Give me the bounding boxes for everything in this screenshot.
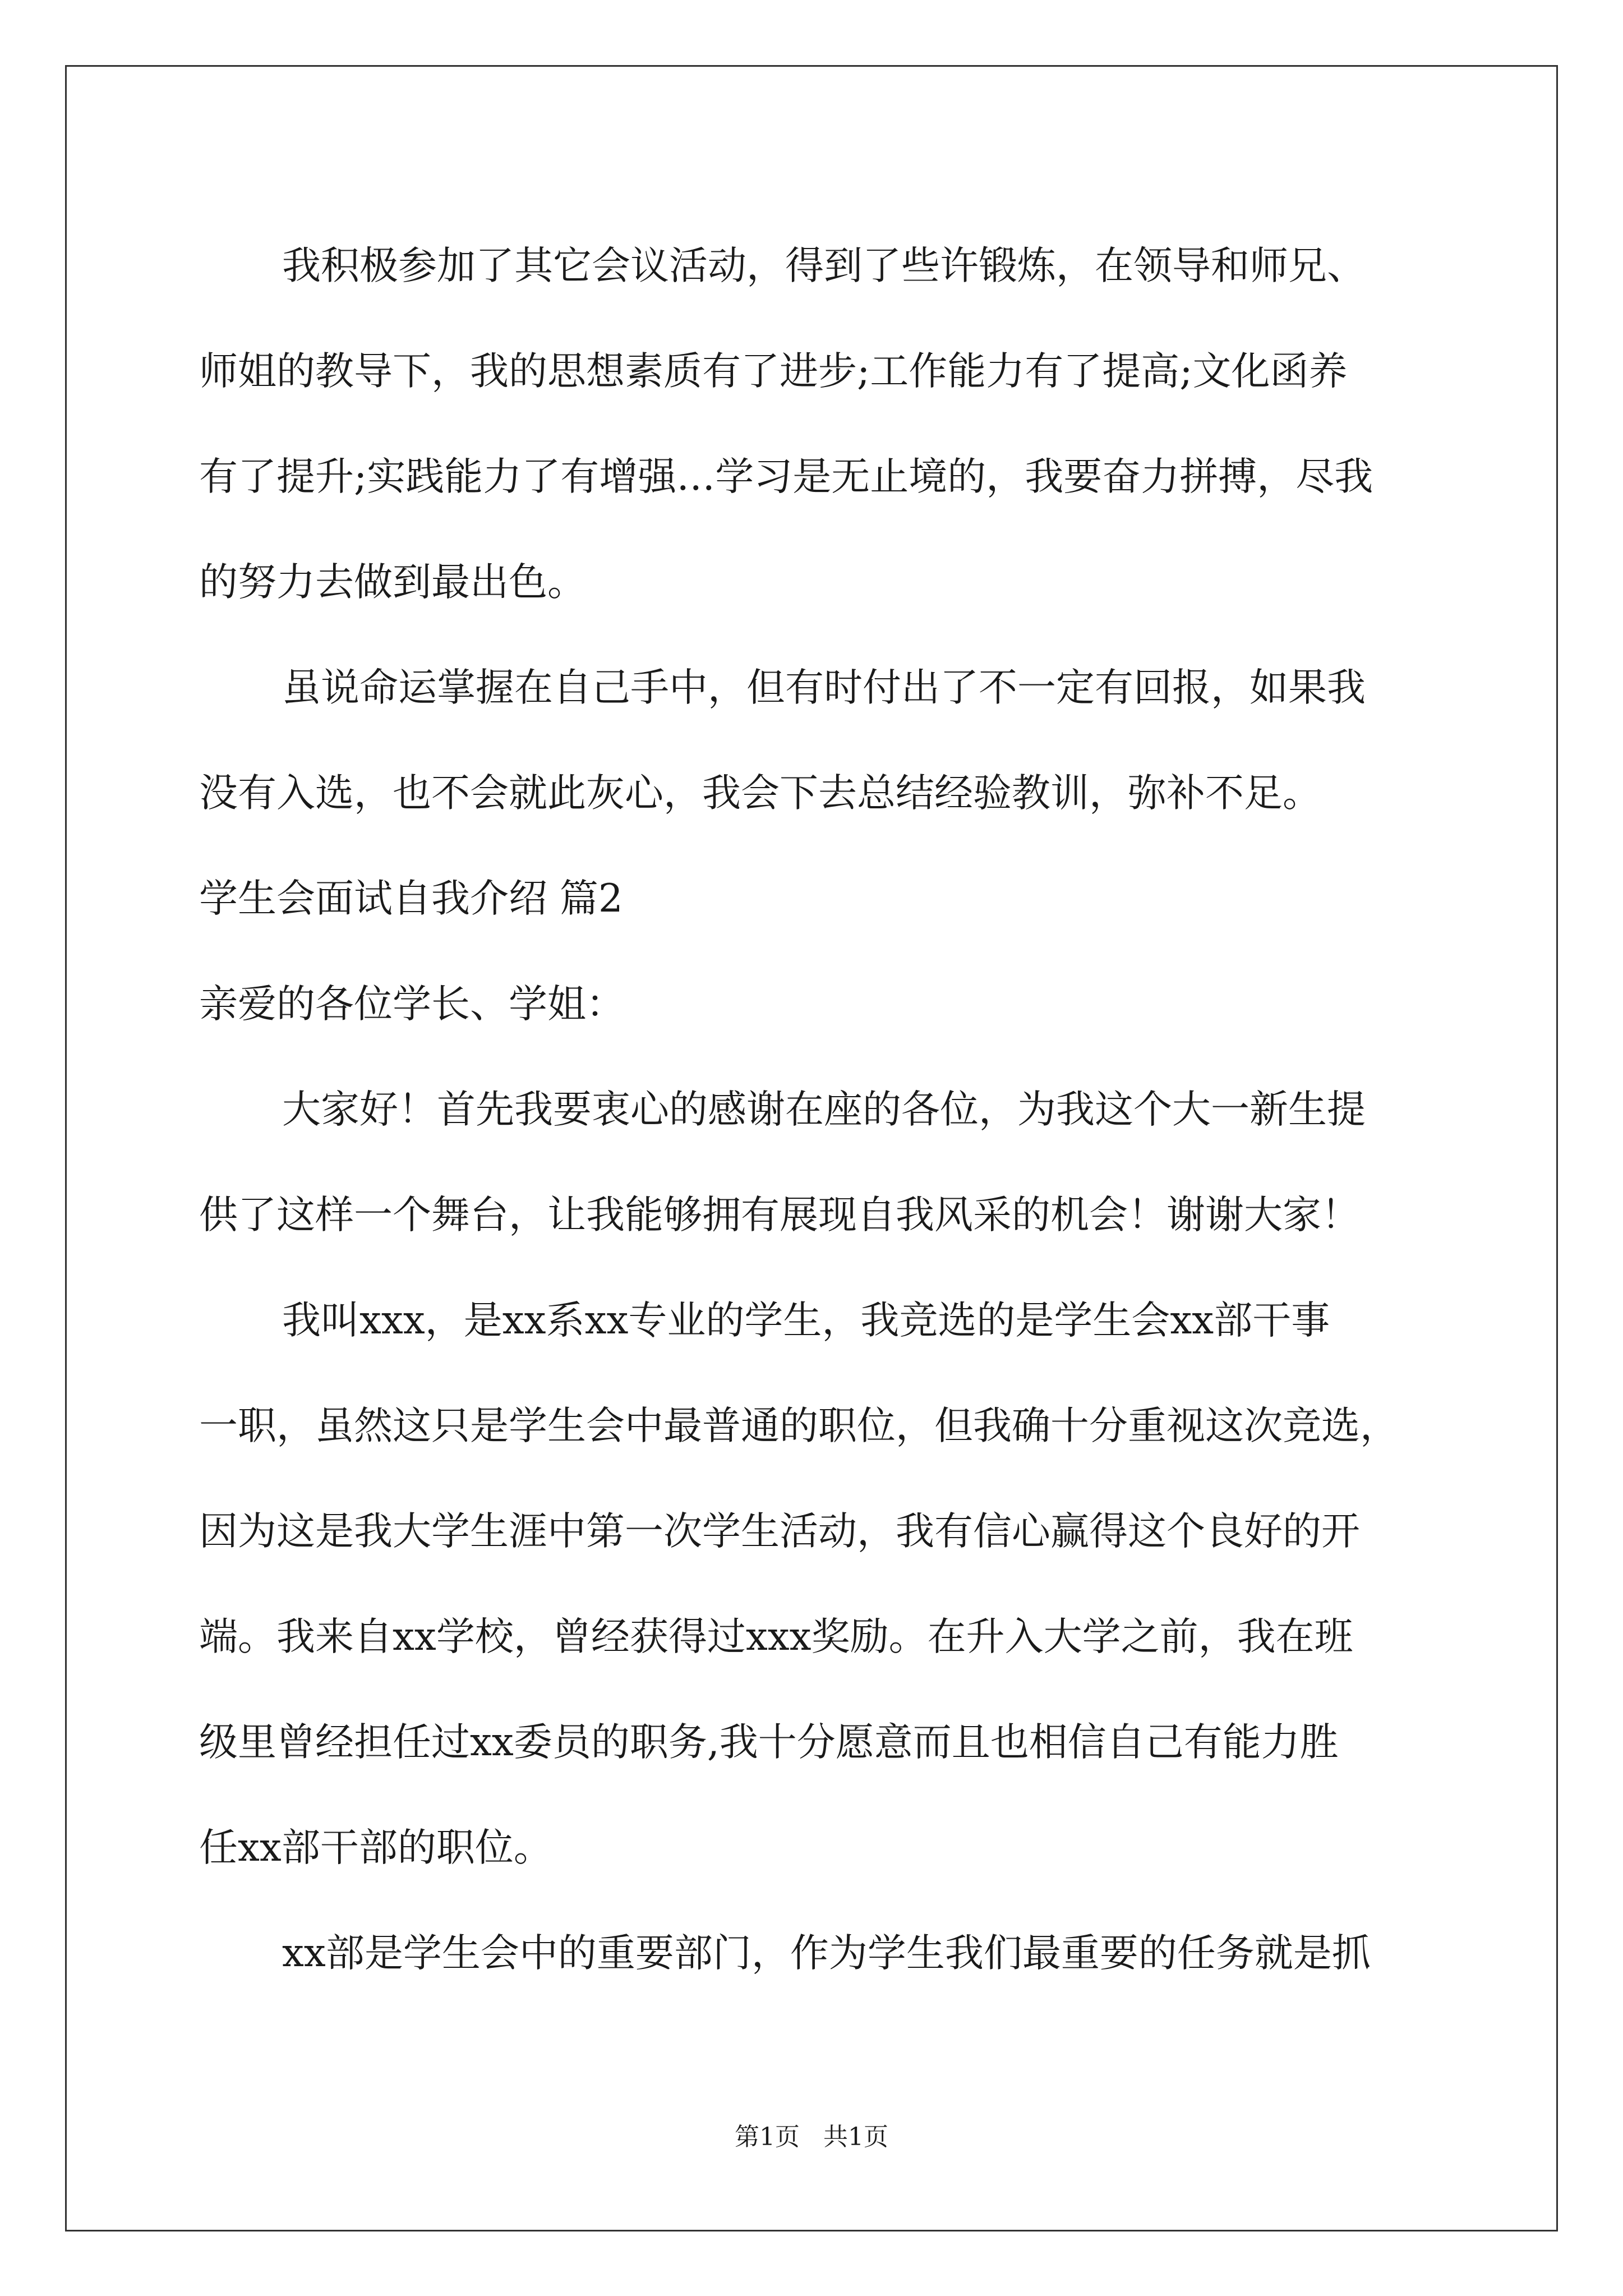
page-number: 第1页 [735,2123,800,2151]
text-line: 我积极参加了其它会议活动，得到了些许锻炼，在领导和师兄、 [282,243,1366,288]
text-line: 虽说命运掌握在自己手中，但有时付出了不一定有回报，如果我 [282,665,1366,710]
salutation: 亲爱的各位学长、学姐： [199,982,625,1027]
text-line: 的努力去做到最出色。 [199,560,586,605]
section-heading: 学生会面试自我介绍 篇2 [199,876,623,921]
text-line: 师姐的教导下，我的思想素质有了进步;工作能力有了提高;文化函养 [199,349,1348,394]
text-line: 供了这样一个舞台，让我能够拥有展现自我风采的机会！谢谢大家！ [199,1193,1360,1237]
text-line: 我叫xxx，是xx系xx专业的学生，我竞选的是学生会xx部干事 [282,1298,1330,1343]
text-line: 任xx部干部的职位。 [199,1825,552,1870]
text-line: 因为这是我大学生涯中第一次学生活动，我有信心赢得这个良好的开 [199,1509,1360,1554]
text-line: 没有入选，也不会就此灰心，我会下去总结经验教训，弥补不足。 [199,771,1321,816]
text-line: 大家好！首先我要衷心的感谢在座的各位，为我这个大一新生提 [282,1087,1366,1132]
text-line: 有了提升;实践能力了有增强…学习是无止境的，我要奋力拼搏，尽我 [199,454,1373,499]
page-footer [0,2120,1623,2154]
document-body [199,213,1433,2006]
text-line: 级里曾经担任过xx委员的职务,我十分愿意而且也相信自己有能力胜 [199,1720,1339,1765]
text-line: 端。我来自xx学校，曾经获得过xxx奖励。在升入大学之前，我在班 [199,1614,1353,1659]
text-line: xx部是学生会中的重要部门，作为学生我们最重要的任务就是抓 [282,1931,1371,1976]
page-total: 共1页 [823,2123,888,2151]
text-line: 一职，虽然这只是学生会中最普通的职位，但我确十分重视这次竞选， [199,1404,1399,1448]
